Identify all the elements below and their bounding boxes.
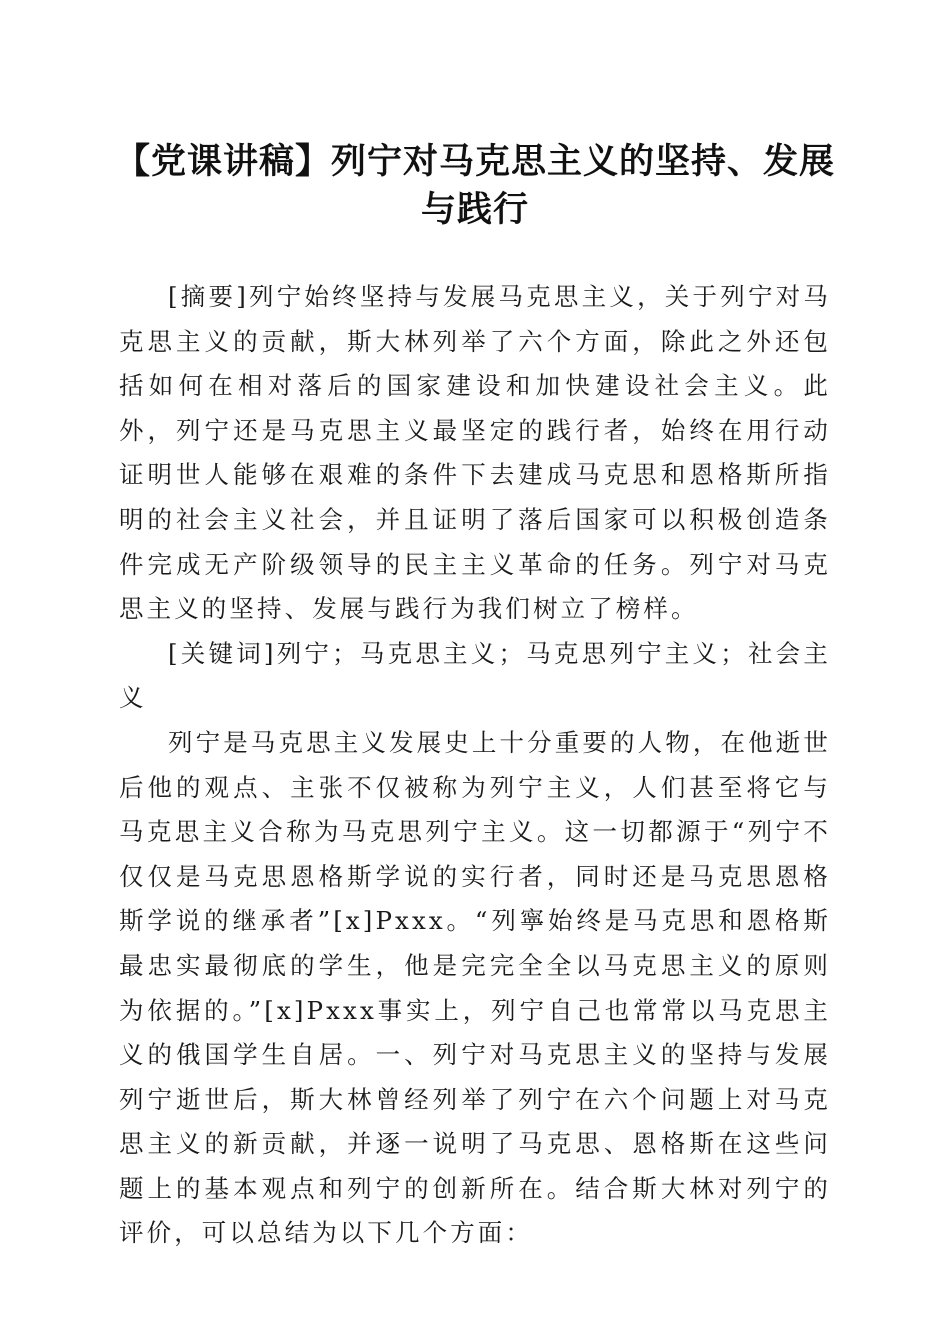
body-paragraph: 列宁是马克思主义发展史上十分重要的人物，在他逝世后他的观点、主张不仅被称为列宁主义，人们甚至将它与马克思主义合称为马克思列宁主义。这一切都源于“列宁不仅仅是马克思恩格斯学说的实行者，同时还是马克思恩格斯学说的继承者”[x]Pxxx。“列寧始终是马克思和恩格斯最忠实最彻底的学生，他是完完全全以马克思主义的原则为依据的。”[x]Pxxx事实上，列宁自己也常常以马克思主义的俄国学生自居。一、列宁对马克思主义的坚持与发展列宁逝世后，斯大林曾经列举了列宁在六个问题上对马克思主义的新贡献，并逐一说明了马克思、恩格斯在这些问题上的基本观点和列宁的创新所在。结合斯大林对列宁的评价，可以总结为以下几个方面：: [119, 727, 831, 1248]
document-body: [119, 275, 831, 1256]
document-title: 【党课讲稿】列宁对马克思主义的坚持、发展与践行: [114, 141, 835, 230]
abstract-paragraph: [摘要]列宁始终坚持与发展马克思主义，关于列宁对马克思主义的贡献，斯大林列举了六个方面，除此之外还包括如何在相对落后的国家建设和加快建设社会主义。此外，列宁还是马克思主义最坚定的践行者，始终在用行动证明世人能够在艰难的条件下去建成马克思和恩格斯所指明的社会主义社会，并且证明了落后国家可以积极创造条件完成无产阶级领导的民主主义革命的任务。列宁对马克思主义的坚持、发展与践行为我们树立了榜样。: [119, 282, 831, 624]
keywords-paragraph: [关键词]列宁；马克思主义；马克思列宁主义；社会主义: [119, 638, 831, 713]
